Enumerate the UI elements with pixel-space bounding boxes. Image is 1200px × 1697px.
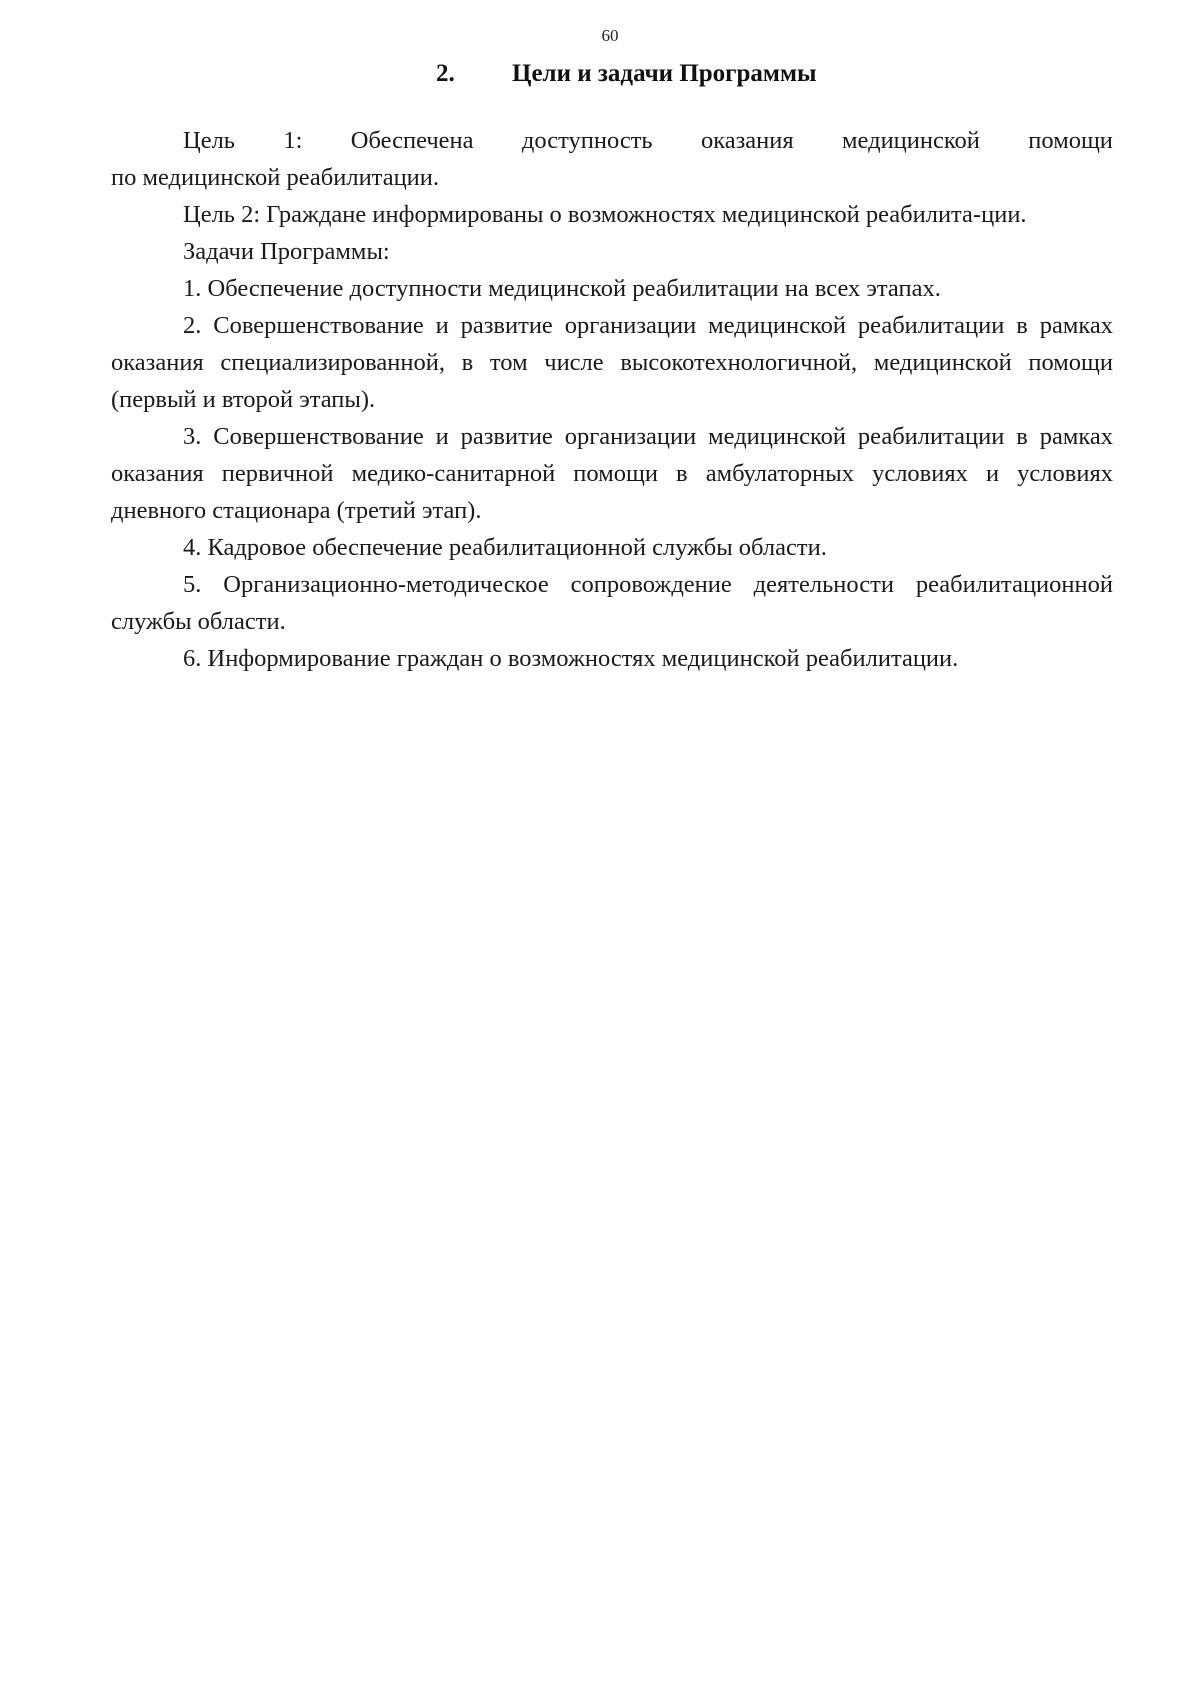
task-item: 4. Кадровое обеспечение реабилитационной службы области. [183, 534, 827, 561]
task-item: 2. Совершенствование и развитие организации медицинской реабилитации в рамках оказания специализированной, в том числе высокотехнологичной, медицинской помощи (первый и второй этапы). [111, 312, 1113, 413]
goal-1-word: оказания [700, 127, 794, 154]
goal-1-first-line [111, 122, 1113, 159]
section-number: 2. [436, 60, 455, 87]
task-item: 3. Совершенствование и развитие организации медицинской реабилитации в рамках оказания первичной медико-санитарной помощи в амбулаторных условиях и условиях дневного стационара (третий этап). [111, 423, 1113, 524]
goal-1-word: Цель [183, 127, 235, 154]
goal-2-paragraph: Цель 2: Граждане информированы о возможностях медицинской реабилита-ции. [183, 201, 1027, 228]
goal-1-paragraph [111, 122, 1113, 196]
section-body [111, 122, 1113, 677]
goal-1-word: помощи [1028, 127, 1113, 154]
task-item: 6. Информирование граждан о возможностях медицинской реабилитации. [183, 645, 959, 672]
task-item: 1. Обеспечение доступности медицинской реабилитации на всех этапах. [183, 275, 941, 302]
goal-1-word: медицинской [842, 127, 980, 154]
page-number: 60 [601, 26, 619, 45]
task-item: 5. Организационно-методическое сопровождение деятельности реабилитационной службы области. [111, 571, 1113, 635]
goal-1-word: доступность [521, 127, 653, 154]
goal-1-word: Обеспечена [350, 127, 474, 154]
goal-1-word: 1: [283, 127, 303, 154]
section-title: Цели и задачи Программы [512, 60, 817, 87]
goal-1-continuation: по медицинской реабилитации. [111, 164, 440, 191]
tasks-heading: Задачи Программы: [183, 238, 390, 265]
